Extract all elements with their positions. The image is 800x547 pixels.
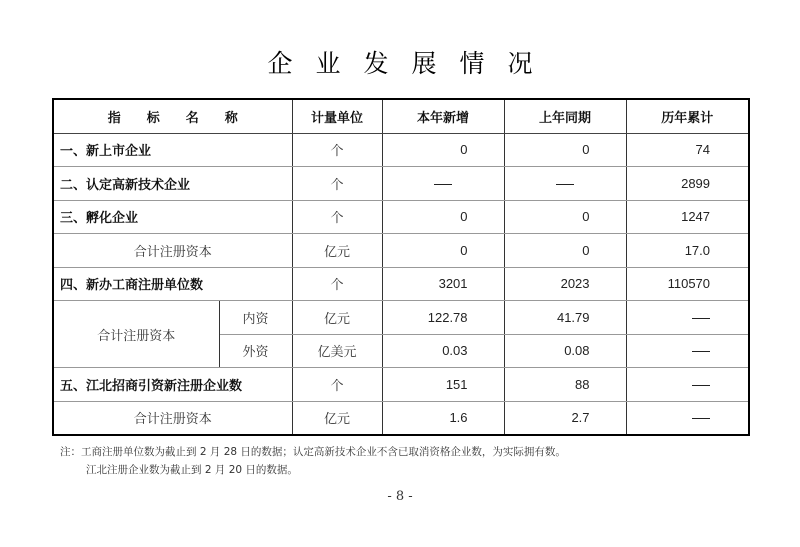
page-number: - 8 - — [387, 489, 413, 504]
row-this-year: 1.6 — [382, 401, 504, 435]
row-name: 五、江北招商引资新注册企业数 — [53, 368, 292, 402]
header-last-year: 上年同期 — [504, 99, 626, 133]
footnote-line-2: 江北注册企业数为截止到 2 月 20 日的数据。 — [86, 464, 298, 476]
row-last-year: 0.08 — [504, 334, 626, 368]
row-this-year: 3201 — [382, 267, 504, 301]
row-unit: 个 — [292, 267, 382, 301]
row-this-year: 0 — [382, 234, 504, 268]
dash-icon — [692, 385, 710, 386]
table-row — [53, 267, 749, 301]
row-sub-category: 内资 — [219, 301, 292, 335]
row-unit: 亿美元 — [292, 334, 382, 368]
table-row — [53, 401, 749, 435]
row-this-year: 0 — [382, 200, 504, 234]
row-this-year: 0 — [382, 133, 504, 167]
row-unit: 亿元 — [292, 234, 382, 268]
row-last-year — [504, 167, 626, 201]
row-unit: 个 — [292, 368, 382, 402]
row-this-year — [382, 167, 504, 201]
row-cumulative: 1247 — [626, 200, 749, 234]
row-unit: 亿元 — [292, 301, 382, 335]
row-unit: 亿元 — [292, 401, 382, 435]
row-cumulative: 110570 — [626, 267, 749, 301]
dash-icon — [692, 418, 710, 419]
row-cumulative: 2899 — [626, 167, 749, 201]
page-title: 企业发展情况 — [267, 49, 556, 78]
row-cumulative — [626, 368, 749, 402]
row-name: 合计注册资本 — [53, 301, 219, 368]
row-last-year: 41.79 — [504, 301, 626, 335]
header-unit: 计量单位 — [292, 99, 382, 133]
table-row — [53, 167, 749, 201]
table-row — [53, 133, 749, 167]
enterprise-development-table — [52, 98, 750, 436]
dash-icon — [556, 184, 574, 185]
header-cumulative: 历年累计 — [626, 99, 749, 133]
row-sub-category: 外资 — [219, 334, 292, 368]
table-row — [53, 301, 749, 335]
row-this-year: 0.03 — [382, 334, 504, 368]
row-name: 合计注册资本 — [53, 401, 292, 435]
row-last-year: 0 — [504, 234, 626, 268]
row-cumulative — [626, 401, 749, 435]
header-this-year-new: 本年新增 — [382, 99, 504, 133]
row-last-year: 2.7 — [504, 401, 626, 435]
header-indicator: 指标名称 — [53, 99, 292, 133]
row-cumulative — [626, 301, 749, 335]
row-name: 三、孵化企业 — [53, 200, 292, 234]
row-this-year: 151 — [382, 368, 504, 402]
row-cumulative: 17.0 — [626, 234, 749, 268]
table-header-row — [53, 99, 749, 133]
row-name: 二、认定高新技术企业 — [53, 167, 292, 201]
row-unit: 个 — [292, 200, 382, 234]
row-name: 一、新上市企业 — [53, 133, 292, 167]
table-row — [53, 368, 749, 402]
row-name: 合计注册资本 — [53, 234, 292, 268]
table-row — [53, 200, 749, 234]
row-cumulative: 74 — [626, 133, 749, 167]
row-name: 四、新办工商注册单位数 — [53, 267, 292, 301]
row-unit: 个 — [292, 167, 382, 201]
footnotes — [60, 443, 566, 479]
row-last-year: 0 — [504, 200, 626, 234]
row-cumulative — [626, 334, 749, 368]
dash-icon — [692, 318, 710, 319]
dash-icon — [692, 351, 710, 352]
row-unit: 个 — [292, 133, 382, 167]
row-this-year: 122.78 — [382, 301, 504, 335]
table-row — [53, 234, 749, 268]
row-last-year: 2023 — [504, 267, 626, 301]
footnote-line-1: 注：工商注册单位数为截止到 2 月 28 日的数据；认定高新技术企业不含已取消资格企业数，为实际拥有数。 — [60, 446, 566, 458]
row-last-year: 88 — [504, 368, 626, 402]
row-last-year: 0 — [504, 133, 626, 167]
dash-icon — [434, 184, 452, 185]
